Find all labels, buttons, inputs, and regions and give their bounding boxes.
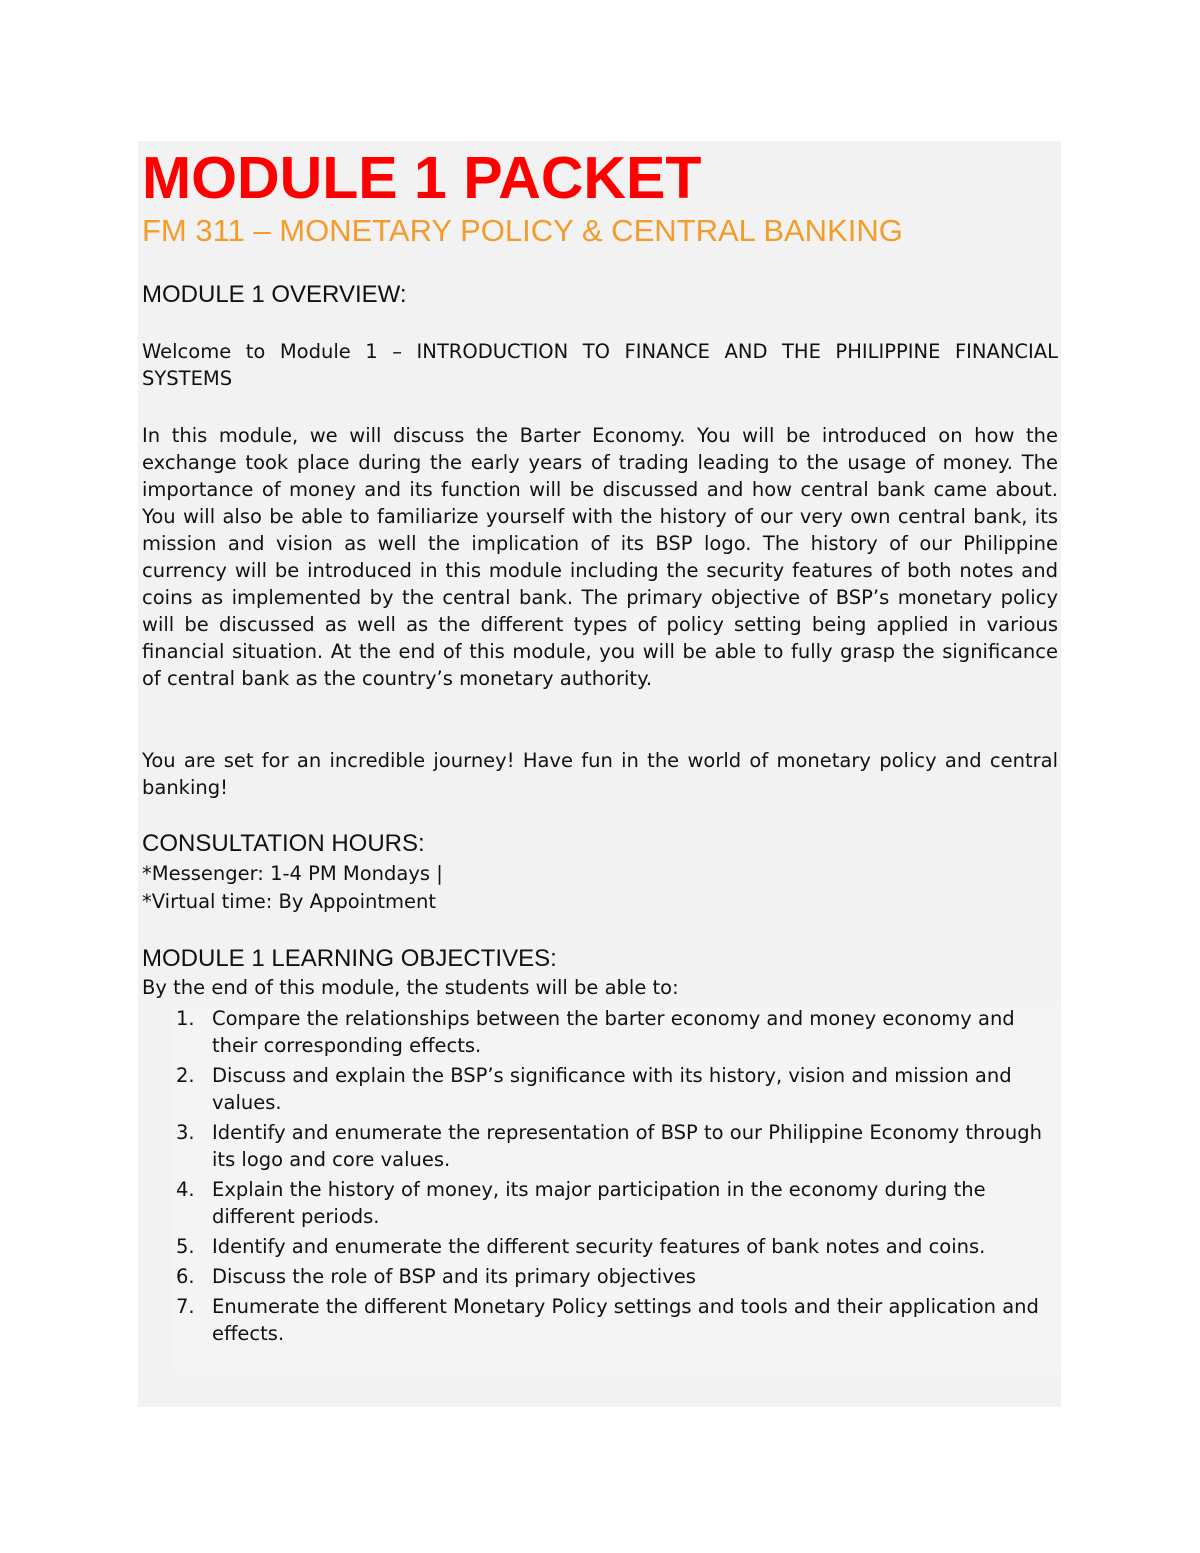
document-title: MODULE 1 PACKET: [142, 145, 702, 211]
list-item: 6. Discuss the role of BSP and its primary objectives: [176, 1265, 696, 1288]
list-item: 5. Identify and enumerate the different security features of bank notes and coins.: [176, 1235, 986, 1258]
list-item: 4. Explain the history of money, its major participation in the economy during the different periods.: [176, 1178, 986, 1228]
welcome-paragraph: Welcome to Module 1 – INTRODUCTION TO FINANCE AND THE PHILIPPINE FINANCIAL SYSTEMS: [142, 340, 1058, 390]
list-item: 1. Compare the relationships between the barter economy and money economy and their corresponding effects.: [176, 1007, 1015, 1057]
objectives-intro: By the end of this module, the students will be able to:: [142, 976, 679, 999]
objectives-list: [174, 1005, 1054, 1350]
overview-heading: MODULE 1 OVERVIEW:: [142, 281, 407, 308]
consultation-heading: CONSULTATION HOURS:: [142, 830, 425, 857]
list-item: 3. Identify and enumerate the representation of BSP to our Philippine Economy through its logo and core values.: [176, 1121, 1042, 1171]
course-subtitle: FM 311 – MONETARY POLICY & CENTRAL BANKING: [142, 213, 903, 248]
consultation-virtual: *Virtual time: By Appointment: [142, 890, 437, 913]
consultation-messenger: *Messenger: 1-4 PM Mondays |: [142, 862, 443, 885]
list-item: 7. Enumerate the different Monetary Policy settings and tools and their application and effects.: [176, 1295, 1039, 1345]
closing-paragraph: You are set for an incredible journey! Have fun in the world of monetary policy and central banking!: [142, 749, 1058, 799]
overview-paragraph: In this module, we will discuss the Barter Economy. You will be introduced on how the exchange took place during the early years of trading leading to the usage of money. The importance of money and its function will be discussed and how central bank came about. You will also be able to familiarize yourself with the history of our very own central bank, its mission and vision as well the implication of its BSP logo. The history of our Philippine currency will be introduced in this module including the security features of both notes and coins as implemented by the central bank. The primary objective of BSP’s monetary policy will be discussed as well as the different types of policy setting being applied in various financial situation. At the end of this module, you will be able to fully grasp the significance of central bank as the country’s monetary authority.: [142, 424, 1058, 690]
document-page: [138, 141, 1061, 1407]
list-item: 2. Discuss and explain the BSP’s significance with its history, vision and mission and values.: [176, 1064, 1012, 1114]
objectives-heading: MODULE 1 LEARNING OBJECTIVES:: [142, 945, 557, 972]
